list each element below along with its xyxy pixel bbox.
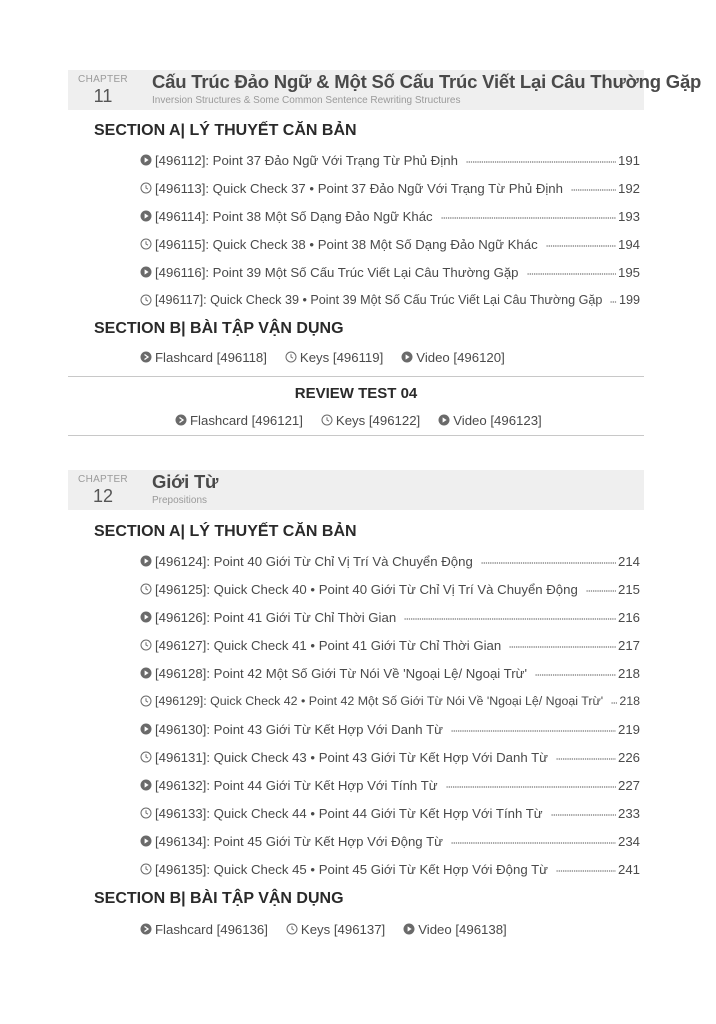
entry-text: [496129]: Quick Check 42 • Point 42 Một Số Giới Từ Nói Về 'Ngoại Lệ/ Ngoại Trừ'	[155, 694, 604, 708]
page-number: 192	[617, 180, 640, 196]
page-number: 193	[617, 208, 640, 224]
page-number: 214	[617, 553, 640, 569]
entry-text: [496113]: Quick Check 37 • Point 37 Đảo Ngữ Với Trạng Từ Phủ Định	[155, 180, 563, 196]
play-icon	[403, 923, 415, 935]
clock-icon	[140, 294, 152, 306]
chapter-title: Cấu Trúc Đảo Ngữ & Một Số Cấu Trúc Viết Lại Câu Thường Gặp	[152, 71, 702, 92]
section-a-heading: SECTION A| LÝ THUYẾT CĂN BẢN	[94, 122, 357, 139]
toc-entry[interactable]	[140, 290, 640, 310]
page-number: 218	[619, 694, 640, 708]
resource-label: Flashcard [496121]	[190, 412, 303, 428]
entry-text: [496112]: Point 37 Đảo Ngữ Với Trạng Từ Phủ Định	[155, 152, 458, 168]
page-number: 226	[617, 749, 640, 765]
entry-text: [496132]: Point 44 Giới Từ Kết Hợp Với Tính Từ	[155, 777, 438, 793]
dot-leader	[451, 841, 616, 845]
play-icon	[140, 723, 152, 735]
chapter-subtitle: Inversion Structures & Some Common Sentence Rewriting Structures	[152, 95, 461, 106]
entry-text: [496117]: Quick Check 39 • Point 39 Một Số Cấu Trúc Viết Lại Câu Thường Gặp	[155, 293, 603, 307]
dot-leader	[446, 785, 616, 789]
toc-entry[interactable]	[140, 747, 640, 767]
flashcard-link[interactable]	[140, 350, 267, 365]
play-icon	[140, 266, 152, 278]
entry-text: [496128]: Point 42 Một Số Giới Từ Nói Về 'Ngoại Lệ/ Ngoại Trừ'	[155, 665, 527, 681]
page-number: 233	[617, 805, 640, 821]
flashcard-icon	[175, 414, 187, 426]
toc-entry[interactable]	[140, 635, 640, 655]
clock-icon	[140, 863, 152, 875]
entry-text: [496115]: Quick Check 38 • Point 38 Một Số Dạng Đảo Ngữ Khác	[155, 236, 538, 252]
video-link[interactable]	[438, 413, 542, 428]
dot-leader	[571, 188, 616, 192]
play-icon	[140, 210, 152, 222]
toc-entry[interactable]	[140, 691, 640, 711]
flashcard-icon	[140, 351, 152, 363]
video-link[interactable]	[401, 350, 505, 365]
chapter-number: 12	[92, 486, 114, 506]
section-b-heading: SECTION B| BÀI TẬP VẬN DỤNG	[94, 320, 344, 337]
clock-icon	[321, 414, 333, 426]
section-a-heading: SECTION A| LÝ THUYẾT CĂN BẢN	[94, 523, 357, 540]
toc-entry[interactable]	[140, 178, 640, 198]
section-b-resources	[140, 347, 523, 367]
resource-label: Keys [496137]	[300, 921, 386, 937]
toc-entry[interactable]	[140, 150, 640, 170]
toc-entry[interactable]	[140, 579, 640, 599]
entry-text: [496130]: Point 43 Giới Từ Kết Hợp Với Danh Từ	[155, 721, 443, 737]
entry-text: [496126]: Point 41 Giới Từ Chỉ Thời Gian	[155, 609, 397, 625]
toc-entry[interactable]	[140, 831, 640, 851]
chapter-number: 11	[93, 86, 113, 106]
dot-leader	[556, 869, 616, 873]
section-b-heading: SECTION B| BÀI TẬP VẬN DỤNG	[94, 890, 344, 907]
page-number: 234	[617, 833, 640, 849]
clock-icon	[285, 351, 297, 363]
chapter-label: CHAPTER	[78, 74, 128, 85]
entry-text: [496135]: Quick Check 45 • Point 45 Giới Từ Kết Hợp Với Động Từ	[155, 861, 548, 877]
entry-text: [496131]: Quick Check 43 • Point 43 Giới Từ Kết Hợp Với Danh Từ	[155, 749, 548, 765]
chapter-number-block	[68, 470, 138, 510]
toc-entry[interactable]	[140, 234, 640, 254]
chapter-number-block	[68, 70, 138, 110]
video-link[interactable]	[403, 922, 507, 937]
divider	[68, 376, 644, 377]
play-icon	[140, 555, 152, 567]
flashcard-link[interactable]	[140, 922, 268, 937]
chapter-11-header	[68, 70, 702, 110]
keys-link[interactable]	[285, 350, 383, 365]
page-number: 227	[617, 777, 640, 793]
chapter-subtitle: Prepositions	[152, 495, 208, 506]
play-icon	[140, 779, 152, 791]
chapter-label: CHAPTER	[78, 474, 128, 485]
page-number: 199	[618, 293, 640, 307]
clock-icon	[140, 807, 152, 819]
entry-text: [496125]: Quick Check 40 • Point 40 Giới Từ Chỉ Vị Trí Và Chuyển Động	[155, 581, 578, 597]
resource-label: Flashcard [496136]	[155, 921, 268, 937]
section-b-resources	[140, 919, 525, 939]
entry-text: [496127]: Quick Check 41 • Point 41 Giới Từ Chỉ Thời Gian	[155, 637, 502, 653]
toc-entry[interactable]	[140, 775, 640, 795]
review-test-resources	[175, 410, 560, 430]
dot-leader	[404, 617, 616, 621]
chapter-title: Giới Từ	[152, 471, 219, 492]
play-icon	[438, 414, 450, 426]
keys-link[interactable]	[286, 922, 385, 937]
entry-text: [496114]: Point 38 Một Số Dạng Đảo Ngữ Khác	[155, 208, 433, 224]
clock-icon	[140, 695, 152, 707]
flashcard-icon	[140, 923, 152, 935]
page-number: 216	[617, 609, 640, 625]
clock-icon	[140, 583, 152, 595]
toc-entry[interactable]	[140, 607, 640, 627]
dot-leader	[546, 244, 616, 248]
dot-leader	[611, 701, 617, 705]
toc-entry[interactable]	[140, 206, 640, 226]
resource-label: Flashcard [496118]	[155, 349, 267, 365]
page-number: 217	[617, 637, 640, 653]
entry-text: [496124]: Point 40 Giới Từ Chỉ Vị Trí Và Chuyển Động	[155, 553, 473, 569]
page-number: 219	[617, 721, 640, 737]
toc-entry[interactable]	[140, 663, 640, 683]
page-number: 195	[617, 264, 640, 280]
dot-leader	[535, 673, 616, 677]
dot-leader	[441, 216, 616, 220]
play-icon	[140, 667, 152, 679]
page-number: 241	[617, 861, 640, 877]
dot-leader	[610, 300, 617, 304]
chapter-12-header	[68, 470, 644, 510]
resource-label: Video [496123]	[453, 412, 542, 428]
clock-icon	[140, 238, 152, 250]
resource-label: Video [496138]	[418, 921, 507, 937]
dot-leader	[451, 729, 616, 733]
dot-leader	[527, 272, 616, 276]
entry-text: [496116]: Point 39 Một Số Cấu Trúc Viết Lại Câu Thường Gặp	[155, 264, 519, 280]
resource-label: Keys [496122]	[335, 412, 421, 428]
toc-entry[interactable]	[140, 803, 640, 823]
review-test-title: REVIEW TEST 04	[294, 385, 418, 402]
entry-text: [496133]: Quick Check 44 • Point 44 Giới Từ Kết Hợp Với Tính Từ	[155, 805, 543, 821]
page-number: 191	[617, 152, 640, 168]
divider	[68, 435, 644, 436]
dot-leader	[551, 813, 616, 817]
play-icon	[140, 835, 152, 847]
clock-icon	[140, 751, 152, 763]
resource-label: Keys [496119]	[299, 349, 384, 365]
dot-leader	[556, 757, 616, 761]
dot-leader	[481, 561, 616, 565]
resource-label: Video [496120]	[416, 349, 505, 365]
entry-text: [496134]: Point 45 Giới Từ Kết Hợp Với Động Từ	[155, 833, 443, 849]
page-number: 215	[617, 581, 640, 597]
clock-icon	[140, 182, 152, 194]
flashcard-link[interactable]	[175, 413, 303, 428]
dot-leader	[586, 589, 616, 593]
page-number: 218	[617, 665, 640, 681]
play-icon	[140, 611, 152, 623]
dot-leader	[509, 645, 616, 649]
dot-leader	[466, 160, 616, 164]
play-icon	[401, 351, 413, 363]
toc-entry[interactable]	[140, 859, 640, 879]
clock-icon	[286, 923, 298, 935]
play-icon	[140, 154, 152, 166]
keys-link[interactable]	[321, 413, 420, 428]
page-number: 194	[617, 236, 640, 252]
clock-icon	[140, 639, 152, 651]
toc-entry[interactable]	[140, 262, 640, 282]
toc-entry[interactable]	[140, 551, 640, 571]
toc-entry[interactable]	[140, 719, 640, 739]
